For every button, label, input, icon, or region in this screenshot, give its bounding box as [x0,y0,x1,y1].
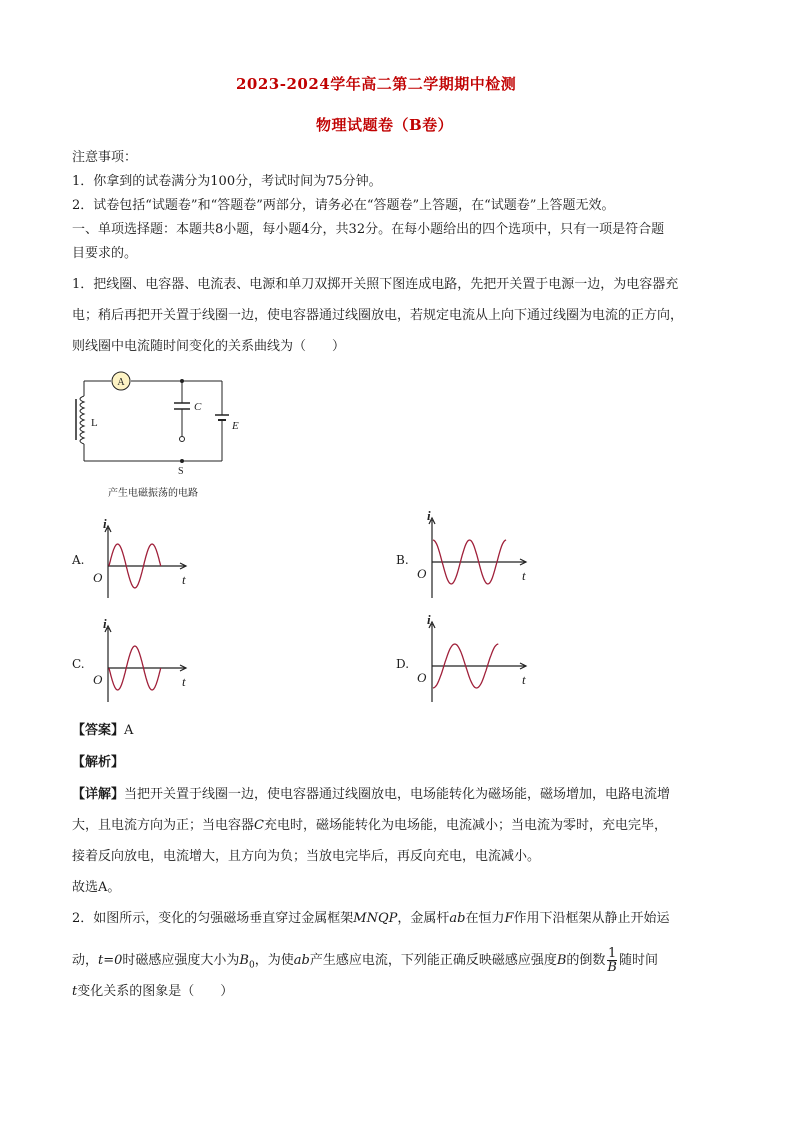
q2-text: ，金属杆 [397,911,450,926]
q2-text: 时磁感应强度大小为 [122,953,240,968]
answer-value: A [124,723,134,738]
q2-stem-line1 [72,911,670,927]
ammeter-label: A [117,377,125,388]
t-axis-label: t [182,572,186,587]
origin-label: O [417,670,427,685]
q2-text: F [504,911,514,926]
t-axis-label: t [522,568,526,583]
option-a-label: A. [72,553,85,567]
q2-text: MNQP [353,911,398,926]
source-label: E [232,420,239,432]
detail-text-2a: 大，且电流方向为正；当电容器 [72,818,255,833]
detail-line2 [72,818,667,834]
notice-item-1: 1．你拿到的试卷满分为100分，考试时间为75分钟。 [72,174,382,189]
conclusion-line: 故选A。 [72,880,121,895]
q2-text: ab [449,911,466,926]
fraction-denominator: B [607,960,617,975]
option-d-graph [412,614,540,706]
q2-text: B [556,953,567,968]
capacitor-label: C [194,401,202,413]
fraction-numerator: 1 [608,946,617,961]
q2-text: 在恒力 [465,911,505,926]
answer-tag: 【答案】 [72,723,125,738]
q2-text: 2．如图所示，变化的匀强磁场垂直穿过金属框架 [72,911,354,926]
fraction-one-over-b [607,947,617,974]
option-d-label: D. [396,657,410,671]
q1-stem-line2: 电；稍后再把开关置于线圈一边，使电容器通过线圈放电，若规定电流从上向下通过线圈为电流的正方向， [72,308,684,323]
q2-text: 动， [72,953,99,968]
q2-text: 0 [248,960,255,971]
origin-label: O [93,672,103,687]
q2-text: ，为使 [254,953,294,968]
inductor-label: L [91,417,98,429]
i-axis-label: i [427,614,431,627]
q2-text: t=0 [98,953,123,968]
option-c-graph [88,618,200,706]
q2-text: B [239,953,249,968]
detail-text-2c: 充电时，磁场能转化为电场能，电流减小；当电流为零时，充电完毕， [263,818,667,833]
exam-title: 2023-2024学年高二第二学期期中检测 [236,75,517,93]
option-a-graph [88,518,200,602]
answer-line [72,723,133,739]
option-b-graph [412,510,540,602]
q2-text: 变化关系的图象是（ ） [77,984,234,999]
q2-text: 作用下沿框架从静止开始运 [513,911,670,926]
option-c-label: C. [72,657,85,671]
option-b-label: B. [396,553,409,567]
detail-line1 [72,787,670,803]
q2-stem-line2 [72,947,658,974]
i-axis-label: i [103,618,107,631]
detail-tag: 【详解】 [72,787,125,802]
origin-label: O [93,570,103,585]
origin-label: O [417,566,427,581]
q2-text: t [72,984,78,999]
q2-text: 产生感应电流，下列能正确反映磁感应强度 [309,953,557,968]
detail-text-2b: C [254,818,264,833]
i-axis-label: i [427,510,431,523]
q1-stem-line1: 1．把线圈、电容器、电流表、电源和单刀双掷开关照下图连成电路，先把开关置于电源一边，为电容器充 [72,277,679,292]
detail-text-1: 当把开关置于线圈一边，使电容器通过线圈放电，电场能转化为磁场能，磁场增加，电路电流增 [124,787,671,802]
lc-circuit-diagram [64,368,254,500]
section-heading-line1: 一、单项选择题：本题共8小题，每小题4分，共32分。在每小题给出的四个选项中，只有一项是符合题 [72,222,665,237]
i-axis-label: i [103,518,107,531]
q2-text: 随时间 [618,953,658,968]
circuit-caption: 产生电磁振荡的电路 [108,488,198,499]
section-heading-line2: 目要求的。 [72,246,138,261]
q2-stem-line3 [72,984,233,1000]
switch-label: S [178,466,184,477]
detail-line3: 接着反向放电，电流增大，且方向为负；当放电完毕后，再反向充电，电流减小。 [72,849,541,864]
t-axis-label: t [522,672,526,687]
q2-text: 的倒数 [566,953,606,968]
q1-stem-line3: 则线圈中电流随时间变化的关系曲线为（ ） [72,339,346,354]
notice-item-2: 2．试卷包括“试题卷”和“答题卷”两部分，请务必在“答题卷”上答题，在“试题卷”上答题无效。 [72,198,615,213]
q2-text: ab [293,953,310,968]
analysis-tag: 【解析】 [72,755,125,770]
notice-heading: 注意事项： [72,150,138,165]
t-axis-label: t [182,674,186,689]
exam-subtitle: 物理试题卷（B卷） [316,116,454,134]
